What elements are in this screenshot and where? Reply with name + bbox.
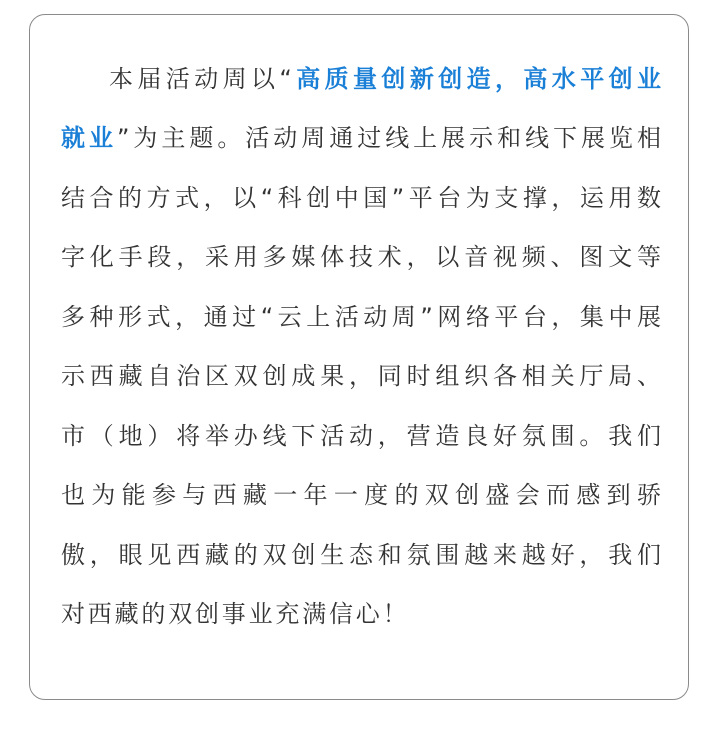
- paragraph-line-6: 示西藏自治区双创成果，同时组织各相关厅局、: [61, 362, 661, 390]
- paragraph-line-7: 市（地）将举办线下活动，营造良好氛围。我们: [61, 422, 661, 450]
- paragraph-line-10: 对西藏的双创事业充满信心！: [61, 600, 410, 628]
- paragraph-line-5: 多种形式，通过“云上活动周”网络平台，集中展: [61, 303, 661, 331]
- paragraph-line-2: [61, 118, 661, 158]
- paragraph-line-1: [109, 59, 661, 99]
- line-2-text: ”为主题。活动周通过线上展示和线下展览相: [116, 124, 662, 152]
- text-card: [29, 14, 689, 700]
- theme-highlight-part-2: 就业: [61, 124, 117, 152]
- paragraph-line-3: 结合的方式，以“科创中国”平台为支撑，运用数: [61, 184, 661, 212]
- paragraph-line-8: 也为能参与西藏一年一度的双创盛会而感到骄: [61, 481, 661, 509]
- theme-highlight-part-1: 高质量创新创造，高水平创业: [291, 65, 662, 93]
- paragraph-line-9: 傲，眼见西藏的双创生态和氛围越来越好，我们: [61, 541, 661, 569]
- line-1-text: 本届活动周以“: [109, 65, 292, 93]
- paragraph-line-4: 字化手段，采用多媒体技术，以音视频、图文等: [61, 243, 661, 271]
